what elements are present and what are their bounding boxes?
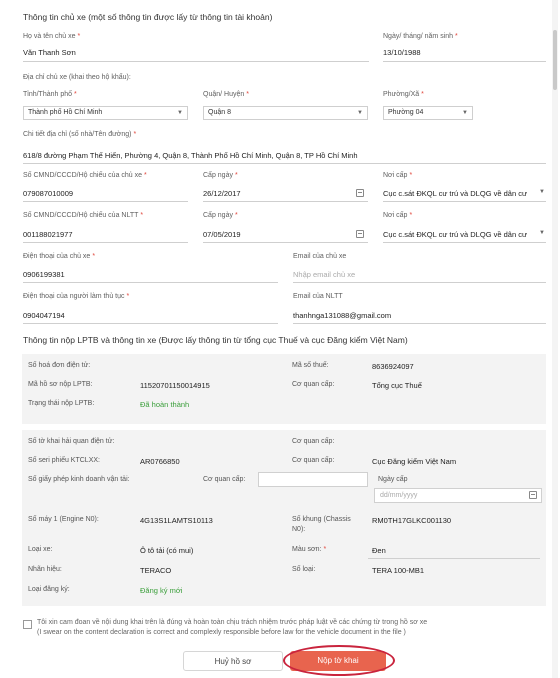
customs-label: Số tờ khai hải quan điện tử:	[28, 438, 115, 445]
engine-label: Số máy 1 (Engine N0):	[28, 516, 99, 523]
chevron-down-icon: ▼	[462, 110, 468, 116]
chevron-down-icon: ▼	[177, 110, 183, 116]
serial-value: AR0766850	[140, 457, 180, 466]
owner-id-date-input[interactable]: 26/12/2017	[203, 189, 241, 198]
tax-info-panel	[22, 354, 546, 424]
issue-date-placeholder: dd/mm/yyyy	[380, 492, 418, 499]
color-label: Màu sơn: *	[292, 546, 327, 553]
rep-id-date-input[interactable]: 07/05/2019	[203, 230, 241, 239]
declaration-checkbox[interactable]	[23, 620, 32, 629]
brand-value: TERACO	[140, 566, 172, 575]
chassis-label-cont: N0):	[292, 526, 306, 533]
owner-email-input[interactable]: Nhập email chủ xe	[293, 270, 356, 279]
reg-type-label: Loại đăng ký:	[28, 586, 70, 593]
rep-email-label: Email của NLTT	[293, 293, 343, 300]
chassis-value: RM0TH17GLKC001130	[372, 516, 452, 525]
rep-id-place-select[interactable]: Cục c.sát ĐKQL cư trú và DLQG về dân cư	[383, 230, 527, 239]
tax-code-value: 8636924097	[372, 362, 414, 371]
file-code-value: 11520701150014915	[140, 381, 210, 390]
owner-phone-label: Điện thoại của chủ xe *	[23, 253, 96, 260]
status-label: Trạng thái nộp LPTB:	[28, 400, 95, 407]
rep-id-input[interactable]: 001188021977	[23, 230, 73, 239]
tax-section-title: Thông tin nộp LPTB và thông tin xe (Được lấy thông tin từ tổng cục Thuế và cục Đăng kiểm Việt Nam)	[23, 335, 408, 345]
chevron-down-icon: ▼	[539, 189, 545, 195]
license-agency-input[interactable]	[258, 472, 368, 487]
owner-id-place-select[interactable]: Cục c.sát ĐKQL cư trú và DLQG về dân cư	[383, 189, 527, 198]
license-agency-label: Cơ quan cấp:	[203, 476, 246, 483]
brand-label: Nhãn hiệu:	[28, 566, 62, 573]
declaration-text-en: (I swear on the content declaration is correct and complexly responsible before law for the vehicle document in the file )	[37, 629, 406, 636]
rep-email-input[interactable]: thanhnga131088@gmail.com	[293, 311, 392, 320]
status-badge: Đã hoàn thành	[140, 400, 190, 409]
rep-id-date-label: Cấp ngày *	[203, 212, 238, 219]
owner-name-label: Họ và tên chủ xe *	[23, 33, 81, 40]
owner-section-title: Thông tin chủ xe (một số thông tin được lấy từ thông tin tài khoản)	[23, 12, 273, 22]
license-label: Số giấy phép kinh doanh vận tải:	[28, 476, 130, 483]
rep-phone-label: Điện thoại của người làm thủ tục *	[23, 293, 130, 300]
owner-id-input[interactable]: 079087010009	[23, 189, 74, 198]
owner-id-date-label: Cấp ngày *	[203, 172, 238, 179]
detail-address-label: Chi tiết địa chỉ (số nhà/Tên đường) *	[23, 131, 137, 138]
calendar-icon[interactable]	[356, 189, 364, 197]
cancel-button[interactable]: Huỷ hồ sơ	[183, 651, 283, 671]
serial-label: Số seri phiếu KTCLXX:	[28, 457, 100, 464]
rep-id-place-label: Nơi cấp *	[383, 212, 413, 219]
vehicle-info-panel	[22, 430, 546, 606]
reg-type-value: Đăng ký mới	[140, 586, 183, 595]
submit-button[interactable]: Nộp tờ khai	[290, 651, 386, 671]
tax-agency-label: Cơ quan cấp:	[292, 381, 335, 388]
serial-agency-label: Cơ quan cấp:	[292, 457, 335, 464]
owner-phone-input[interactable]: 0906199381	[23, 270, 65, 279]
tax-code-label: Mã số thuế:	[292, 362, 329, 369]
district-select[interactable]: Quận 8 ▼	[203, 106, 368, 120]
rep-phone-input[interactable]: 0904047194	[23, 311, 65, 320]
province-select[interactable]: Thành phố Hồ Chí Minh ▼	[23, 106, 188, 120]
vehicle-type-label: Loại xe:	[28, 546, 53, 553]
tax-agency-value: Tổng cục Thuế	[372, 381, 422, 390]
serial-agency-value: Cục Đăng kiểm Việt Nam	[372, 457, 457, 466]
district-label: Quận/ Huyện *	[203, 91, 249, 98]
owner-dob-input[interactable]: 13/10/1988	[383, 48, 421, 57]
model-label: Số loại:	[292, 566, 316, 573]
invoice-label: Số hoá đơn điện tử:	[28, 362, 91, 369]
ward-label: Phường/Xã *	[383, 91, 424, 98]
issue-date-label: Ngày cấp	[378, 476, 408, 483]
scrollbar-track[interactable]	[552, 0, 558, 678]
file-code-label: Mã hồ sơ nộp LPTB:	[28, 381, 93, 388]
vehicle-type-value: Ô tô tải (có mui)	[140, 546, 194, 555]
engine-value: 4G13S1LAMTS10113	[140, 516, 213, 525]
chassis-label: Số khung (Chassis	[292, 516, 351, 523]
highlight-ring	[283, 645, 395, 676]
owner-address-label: Địa chỉ chủ xe (khai theo hộ khẩu):	[23, 74, 131, 81]
rep-id-label: Số CMND/CCCD/Hộ chiếu của NLTT *	[23, 212, 144, 219]
scrollbar-thumb[interactable]	[553, 30, 557, 90]
owner-name-input[interactable]: Văn Thanh Sơn	[23, 48, 76, 57]
detail-address-input[interactable]: 618/8 đường Phạm Thế Hiển, Phường 4, Quận 8, Thành Phố Hồ Chí Minh, Quận 8, TP Hồ Chí Minh	[23, 151, 358, 160]
customs-agency-label: Cơ quan cấp:	[292, 438, 335, 445]
chevron-down-icon: ▼	[539, 230, 545, 236]
owner-email-label: Email của chủ xe	[293, 253, 347, 260]
owner-id-place-label: Nơi cấp *	[383, 172, 413, 179]
calendar-icon[interactable]	[529, 491, 537, 499]
calendar-icon[interactable]	[356, 230, 364, 238]
owner-dob-label: Ngày/ tháng/ năm sinh *	[383, 33, 458, 40]
declaration-text-vi: Tôi xin cam đoan về nội dung khai trên là đúng và hoàn toàn chịu trách nhiệm trước pháp luật về các chứng từ trong hồ sơ xe	[37, 619, 428, 626]
model-value: TERA 100-MB1	[372, 566, 425, 575]
owner-id-label: Số CMND/CCCD/Hộ chiếu của chủ xe *	[23, 172, 147, 179]
ward-select[interactable]: Phường 04 ▼	[383, 106, 473, 120]
chevron-down-icon: ▼	[357, 110, 363, 116]
province-label: Tỉnh/Thành phố *	[23, 91, 77, 98]
color-value[interactable]: Đen	[372, 546, 386, 555]
